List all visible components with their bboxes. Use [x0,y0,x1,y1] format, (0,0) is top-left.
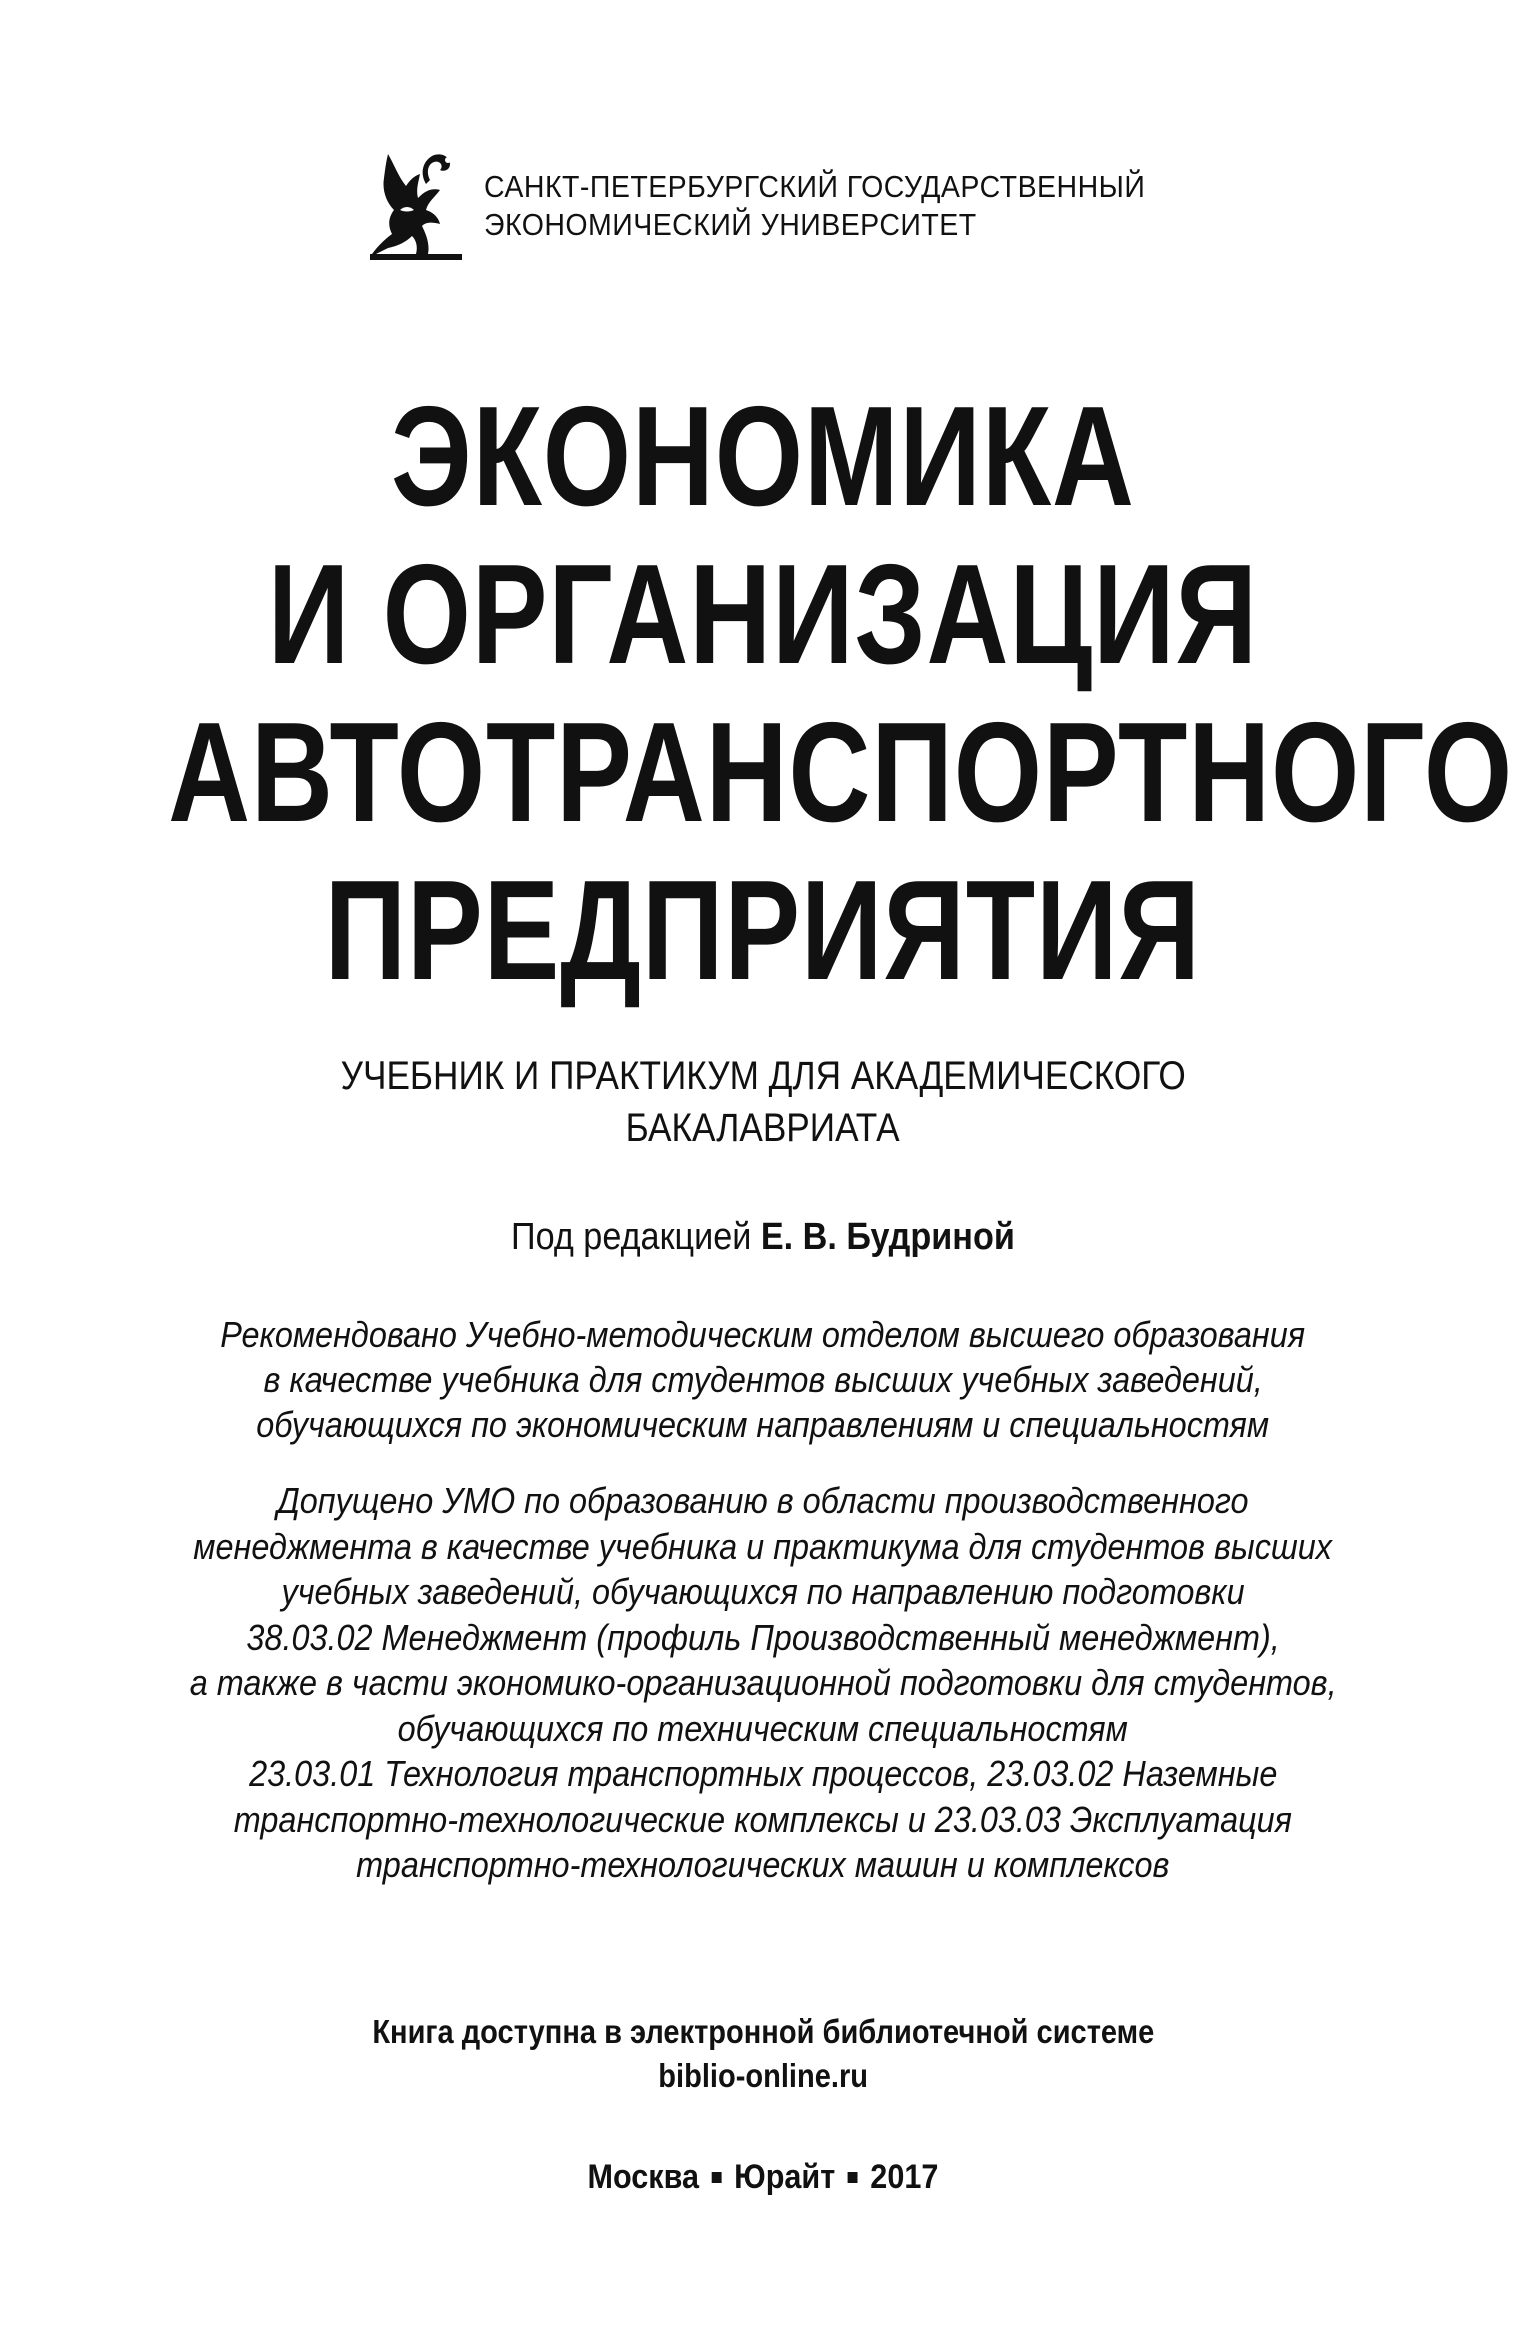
approval-note [0,1478,1526,1888]
imprint [0,2155,1526,2199]
book-subtitle-line: УЧЕБНИК И ПРАКТИКУМ ДЛЯ АКАДЕМИЧЕСКОГО [340,1054,1186,1098]
square-separator-icon [848,2172,858,2183]
approval-line: 23.03.01 Технология транспортных процессов, 23.03.02 Наземные [248,1753,1278,1794]
book-subtitle-line: БАКАЛАВРИАТА [626,1106,900,1150]
university-header [370,150,1203,262]
book-title-line: ЭКОНОМИКА [391,377,1135,536]
recommendation-line: Рекомендовано Учебно-методическим отделом высшего образования [220,1314,1306,1355]
griffin-emblem-icon [370,150,462,262]
availability-text: Книга доступна в электронной библиотечной системе [371,2013,1154,2050]
approval-line: транспортно-технологические комплексы и 23.03.03 Эксплуатация [233,1798,1293,1840]
imprint-city: Москва [587,2158,700,2196]
book-title-line: И ОРГАНИЗАЦИЯ [267,535,1259,694]
availability-note [0,2010,1526,2098]
university-name [484,168,1203,244]
imprint-publisher: Юрайт [734,2158,836,2196]
editor-credit [0,1213,1526,1261]
book-title-line: ПРЕДПРИЯТИЯ [324,851,1202,1010]
recommendation-line: обучающихся по экономическим направлениям и специальностям [256,1404,1270,1445]
editor-name: Е. В. Будриной [760,1216,1015,1258]
book-subtitle [0,1050,1526,1154]
recommendation-note [0,1312,1526,1447]
imprint-year: 2017 [870,2158,939,2196]
recommendation-line: в качестве учебника для студентов высших учебных заведений, [263,1359,1263,1400]
book-title [0,378,1526,1010]
approval-line: менеджмента в качестве учебника и практикума для студентов высших [193,1525,1333,1567]
approval-line: а также в части экономико-организационной подготовки для студентов, [189,1662,1337,1703]
university-name-line: ЭКОНОМИЧЕСКИЙ УНИВЕРСИТЕТ [484,207,977,242]
approval-line: Допущено УМО по образованию в области производственного [277,1480,1249,1521]
university-name-line: САНКТ-ПЕТЕРБУРГСКИЙ ГОСУДАРСТВЕННЫЙ [484,169,1146,204]
approval-line: учебных заведений, обучающихся по направлению подготовки [281,1571,1245,1612]
library-url: biblio-online.ru [658,2057,868,2094]
approval-line: транспортно-технологических машин и комплексов [356,1844,1170,1885]
square-separator-icon [712,2172,722,2183]
approval-line: 38.03.02 Менеджмент (профиль Производственный менеджмент), [246,1616,1280,1658]
book-title-line: АВТОТРАНСПОРТНОГО [168,693,1514,852]
approval-line: обучающихся по техническим специальностям [397,1707,1129,1749]
editor-prefix: Под редакцией [511,1216,752,1258]
